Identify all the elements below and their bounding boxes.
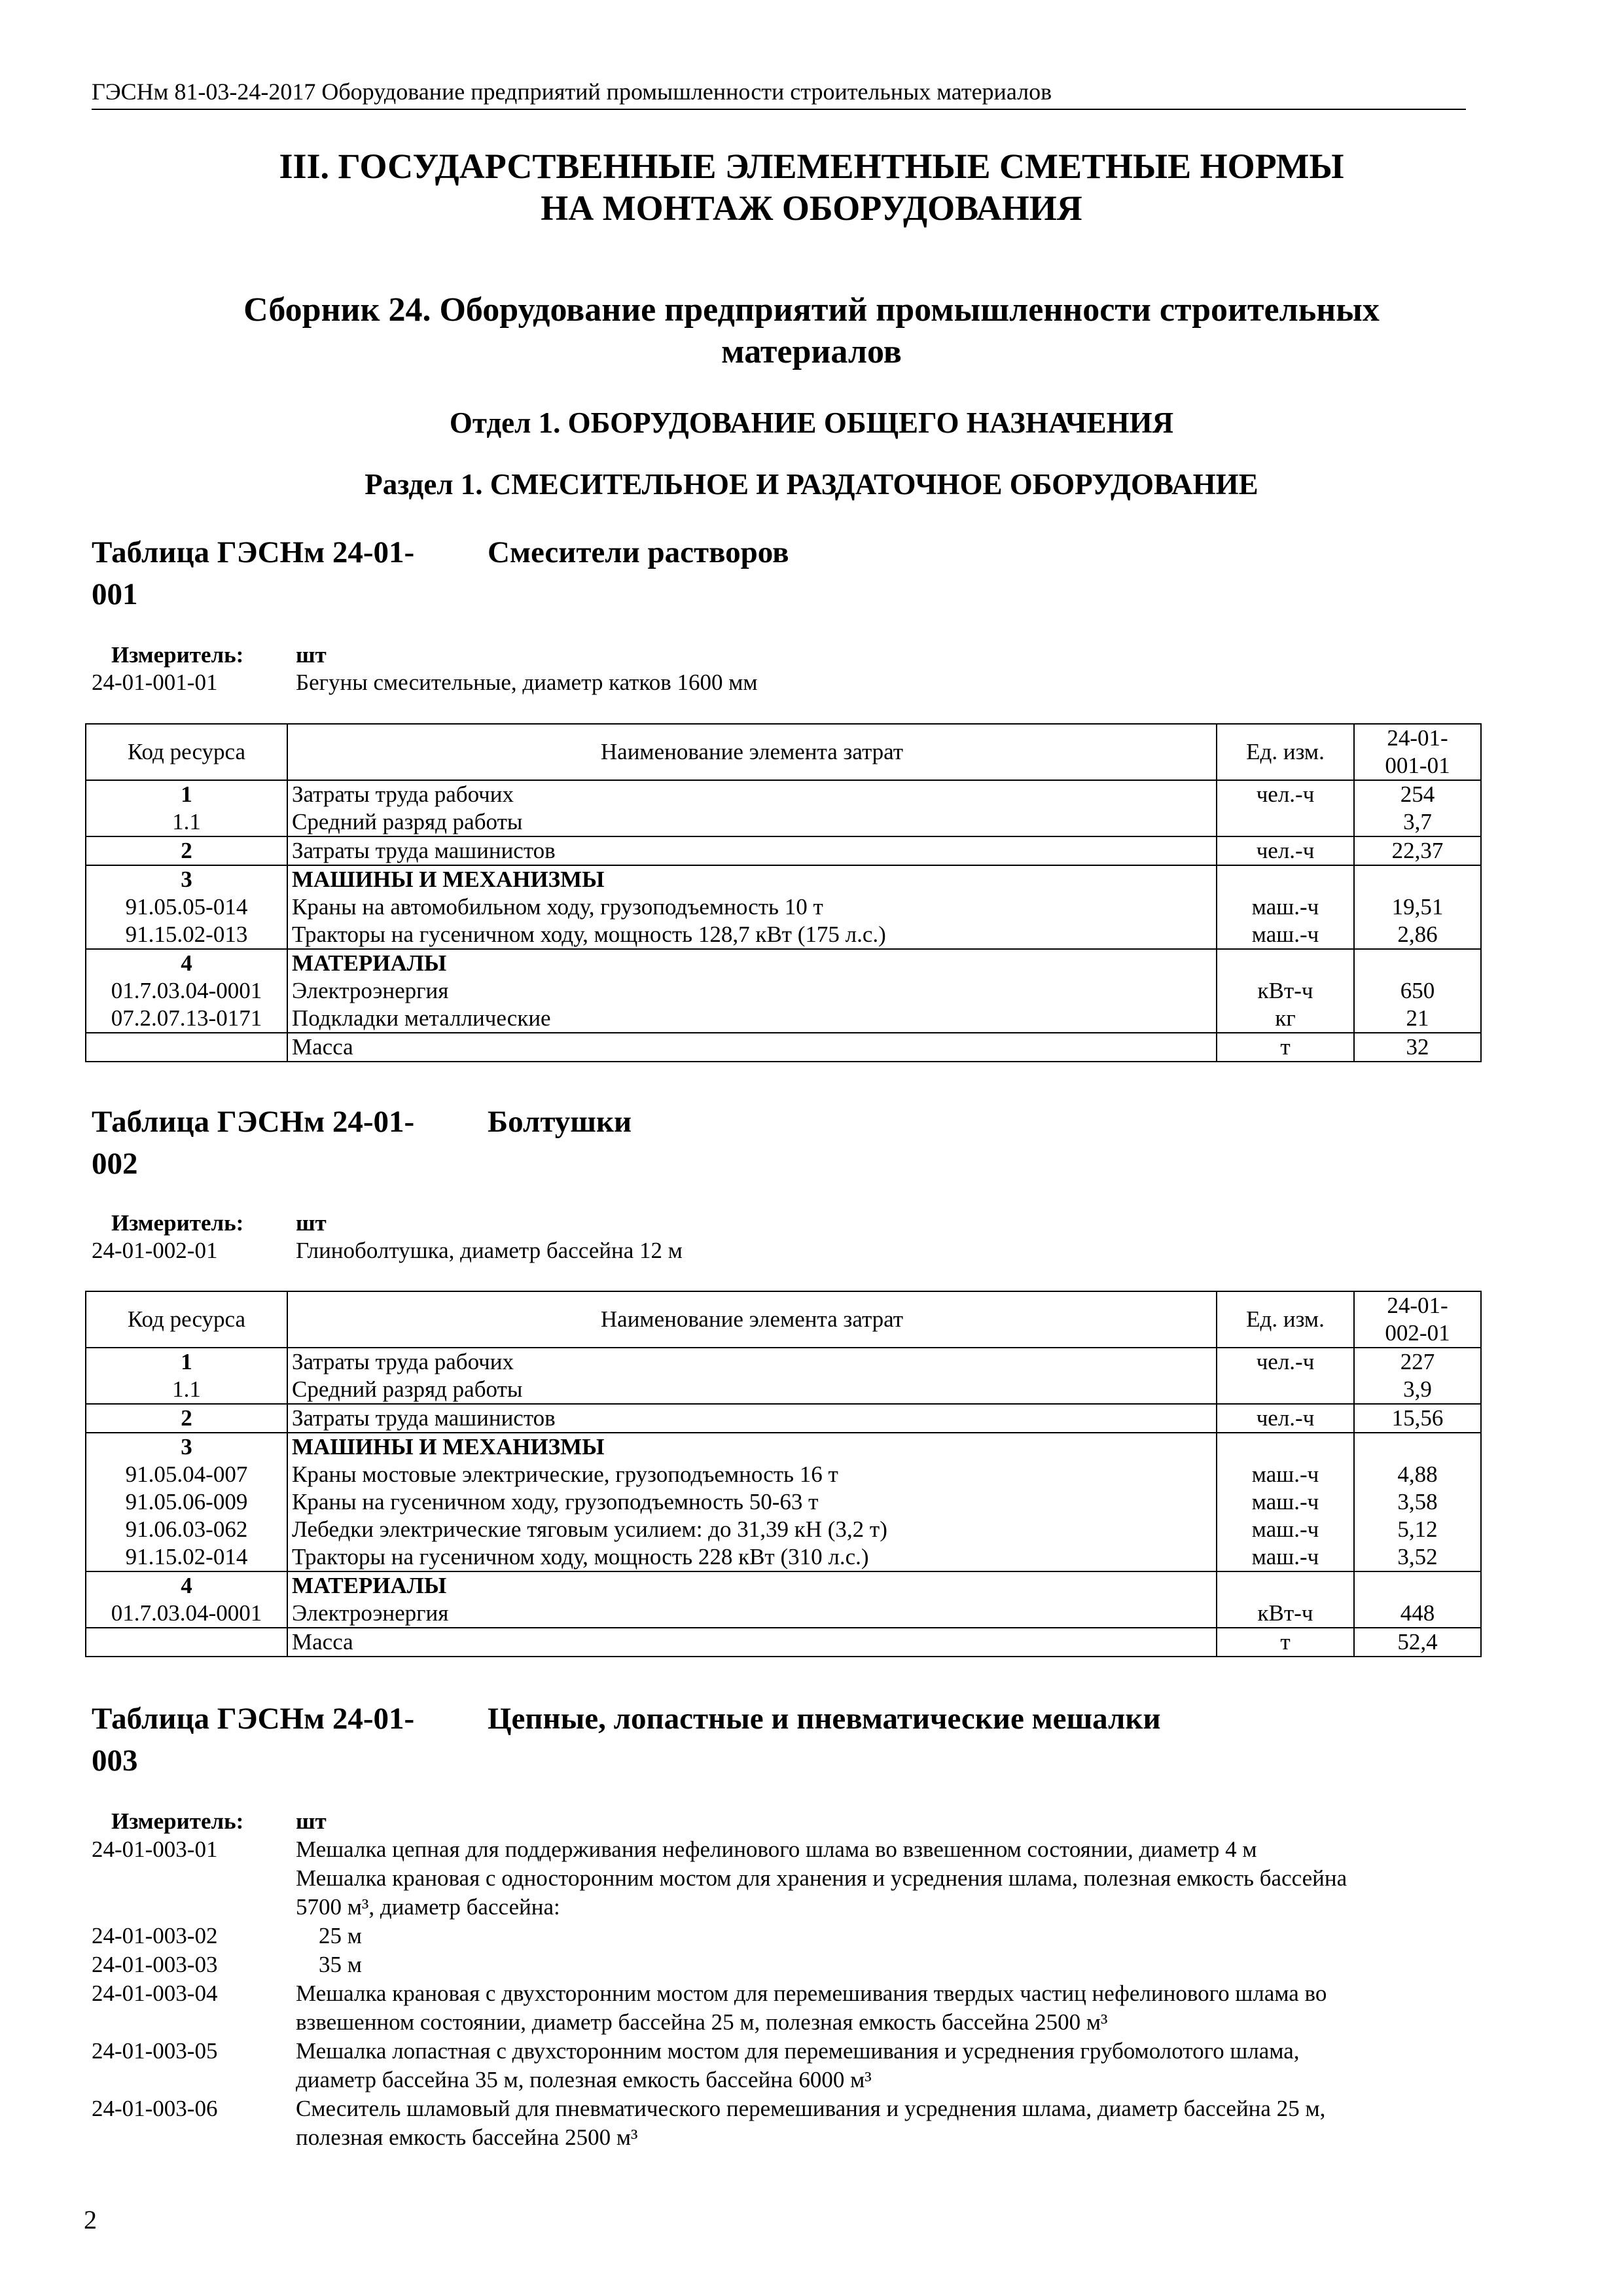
- resource-unit: чел.-ч: [1217, 1348, 1354, 1376]
- list-item: [92, 1950, 1486, 1979]
- resource-unit: маш.-ч: [1217, 893, 1354, 921]
- collection-title: [0, 289, 1623, 373]
- resource-value: 227: [1354, 1348, 1481, 1376]
- value-header-line: 002-01: [1385, 1320, 1450, 1346]
- resource-value: 52,4: [1354, 1628, 1481, 1657]
- table-row: [86, 977, 1481, 1005]
- list-item: [92, 2008, 1486, 2037]
- resource-value: 3,7: [1354, 808, 1481, 836]
- resource-value: 3,58: [1354, 1488, 1481, 1516]
- resource-unit: кВт-ч: [1217, 977, 1354, 1005]
- table-prefix: Таблица ГЭСНм 24-01-: [92, 1702, 415, 1736]
- unit-header: Ед. изм.: [1217, 1291, 1354, 1348]
- resource-code: 1.1: [86, 1376, 287, 1404]
- resource-unit: маш.-ч: [1217, 1488, 1354, 1516]
- resource-value: 5,12: [1354, 1516, 1481, 1543]
- part-title: Раздел 1. СМЕСИТЕЛЬНОЕ И РАЗДАТОЧНОЕ ОБОРУДОВАНИЕ: [365, 468, 1258, 501]
- item-code: [92, 2123, 296, 2152]
- resource-name: МАШИНЫ И МЕХАНИЗМЫ: [287, 865, 1217, 893]
- resource-code: 3: [86, 1433, 287, 1461]
- resource-unit: [1217, 1571, 1354, 1600]
- item-text: диаметр бассейна 35 м, полезная емкость бассейна 6000 м³: [296, 2067, 872, 2092]
- item-code: [92, 1893, 296, 1922]
- resource-name: Затраты труда рабочих: [287, 780, 1217, 808]
- table-row: [86, 1600, 1481, 1628]
- item-code: 24-01-003-05: [92, 2038, 218, 2064]
- item-text: Мешалка крановая с двухсторонним мостом для перемешивания твердых частиц нефелинового шлама во: [296, 1981, 1327, 2006]
- resource-code: 2: [86, 1404, 287, 1433]
- item-text: Мешалка цепная для поддерживания нефелинового шлама во взвешенном состоянии, диаметр 4 м: [296, 1837, 1257, 1862]
- resource-value: 15,56: [1354, 1404, 1481, 1433]
- resource-name: Лебедки электрические тяговым усилием: до 31,39 кН (3,2 т): [287, 1516, 1217, 1543]
- list-item: [92, 2123, 1486, 2152]
- resource-value: 19,51: [1354, 893, 1481, 921]
- running-header: [92, 77, 1466, 110]
- resource-code: 91.06.03-062: [86, 1516, 287, 1543]
- resource-unit: [1217, 1433, 1354, 1461]
- value-header: [1354, 724, 1481, 780]
- table-row: [86, 1543, 1481, 1571]
- table-row: [86, 1571, 1481, 1600]
- unit-header: Ед. изм.: [1217, 724, 1354, 780]
- list-item: [92, 1922, 1486, 1950]
- resource-name: МАТЕРИАЛЫ: [287, 949, 1217, 977]
- resource-value: 32: [1354, 1033, 1481, 1062]
- item-code: 24-01-003-03: [92, 1952, 218, 1977]
- resource-code: 4: [86, 949, 287, 977]
- list-item: [92, 1864, 1486, 1893]
- resource-value: 650: [1354, 977, 1481, 1005]
- item-text: 25 м: [296, 1923, 362, 1948]
- value-header-line: 001-01: [1385, 753, 1450, 778]
- table-title: Цепные, лопастные и пневматические мешалки: [488, 1702, 1161, 1736]
- resource-unit: чел.-ч: [1217, 836, 1354, 865]
- item-code: 24-01-003-06: [92, 2096, 218, 2121]
- table-row: [86, 780, 1481, 808]
- resource-name: Затраты труда машинистов: [287, 836, 1217, 865]
- resource-name: Затраты труда рабочих: [287, 1348, 1217, 1376]
- resource-unit: чел.-ч: [1217, 780, 1354, 808]
- collection-title-line-1: Сборник 24. Оборудование предприятий промышленности строительных: [243, 291, 1380, 329]
- table-row: [86, 921, 1481, 949]
- code-header: Код ресурса: [86, 724, 287, 780]
- item-code: 24-01-003-04: [92, 1981, 218, 2006]
- resource-code: 91.05.06-009: [86, 1488, 287, 1516]
- resource-name: Краны на гусеничном ходу, грузоподъемность 50-63 т: [287, 1488, 1217, 1516]
- item-text: Мешалка лопастная с двухсторонним мостом для перемешивания и усреднения грубомолотого шлама,: [296, 2038, 1300, 2064]
- resource-name: Тракторы на гусеничном ходу, мощность 128,7 кВт (175 л.с.): [287, 921, 1217, 949]
- resource-name: МАТЕРИАЛЫ: [287, 1571, 1217, 1600]
- resource-unit: кг: [1217, 1005, 1354, 1033]
- item-text: Глиноболтушка, диаметр бассейна 12 м: [296, 1238, 683, 1263]
- item-code: [92, 1864, 296, 1893]
- measure-unit: шт: [296, 1808, 327, 1834]
- item-text: Смеситель шламовый для пневматического перемешивания и усреднения шлама, диаметр бассейна 25 м,: [296, 2096, 1326, 2121]
- resource-code: 1: [86, 780, 287, 808]
- value-header-line: 24-01-: [1387, 1293, 1448, 1318]
- table-row: [86, 836, 1481, 865]
- resource-code: 1: [86, 1348, 287, 1376]
- resource-value: [1354, 1571, 1481, 1600]
- resource-code: 91.15.02-013: [86, 921, 287, 949]
- resource-unit: кВт-ч: [1217, 1600, 1354, 1628]
- section-title: [0, 145, 1623, 229]
- resource-unit: маш.-ч: [1217, 921, 1354, 949]
- table-row: [86, 1488, 1481, 1516]
- resource-code: 2: [86, 836, 287, 865]
- item-list: [92, 1835, 1486, 2152]
- resource-code: 01.7.03.04-0001: [86, 977, 287, 1005]
- resource-value: 21: [1354, 1005, 1481, 1033]
- table-header-row: [86, 724, 1481, 780]
- list-item: [92, 1835, 1486, 1864]
- table-title: Болтушки: [488, 1105, 632, 1139]
- resource-unit: т: [1217, 1628, 1354, 1657]
- resource-name: Подкладки металлические: [287, 1005, 1217, 1033]
- measure-unit: шт: [296, 642, 327, 668]
- value-header-line: 24-01-: [1387, 725, 1448, 751]
- resource-unit: маш.-ч: [1217, 1516, 1354, 1543]
- code-header: Код ресурса: [86, 1291, 287, 1348]
- resource-name: Средний разряд работы: [287, 1376, 1217, 1404]
- table-row: [86, 1348, 1481, 1376]
- table-row: [86, 1433, 1481, 1461]
- table-title: Смесители растворов: [488, 535, 789, 569]
- resource-value: 254: [1354, 780, 1481, 808]
- resource-name: Масса: [287, 1033, 1217, 1062]
- value-header: [1354, 1291, 1481, 1348]
- item-code: 24-01-001-01: [92, 670, 218, 695]
- item-text: Бегуны смесительные, диаметр катков 1600 мм: [296, 670, 758, 695]
- running-header-text: ГЭСНм 81-03-24-2017 Оборудование предприятий промышленности строительных материалов: [92, 79, 1052, 105]
- resource-name: Средний разряд работы: [287, 808, 1217, 836]
- resource-unit: маш.-ч: [1217, 1543, 1354, 1571]
- table-row: [86, 949, 1481, 977]
- table-row: [86, 1033, 1481, 1062]
- collection-title-line-2: материалов: [721, 333, 902, 370]
- list-item: [92, 1979, 1486, 2008]
- measure-unit: шт: [296, 1210, 327, 1236]
- resource-value: 3,52: [1354, 1543, 1481, 1571]
- resource-name: Краны на автомобильном ходу, грузоподъемность 10 т: [287, 893, 1217, 921]
- item-text: взвешенном состоянии, диаметр бассейна 25 м, полезная емкость бассейна 2500 м³: [296, 2009, 1108, 2035]
- resource-code: 07.2.07.13-0171: [86, 1005, 287, 1033]
- table-number: 002: [92, 1147, 138, 1181]
- list-item: [92, 2066, 1486, 2094]
- resource-name: Электроэнергия: [287, 1600, 1217, 1628]
- table-row: [86, 1005, 1481, 1033]
- table-prefix: Таблица ГЭСНм 24-01-: [92, 535, 415, 569]
- resource-code: [86, 1628, 287, 1657]
- department-title: Отдел 1. ОБОРУДОВАНИЕ ОБЩЕГО НАЗНАЧЕНИЯ: [449, 406, 1174, 439]
- resource-value: 4,88: [1354, 1461, 1481, 1488]
- resource-name: Затраты труда машинистов: [287, 1404, 1217, 1433]
- resource-code: 91.05.05-014: [86, 893, 287, 921]
- resource-name: Электроэнергия: [287, 977, 1217, 1005]
- item-code: [92, 2008, 296, 2037]
- table-row: [86, 808, 1481, 836]
- table-header-row: [86, 1291, 1481, 1348]
- page-number: 2: [84, 2205, 97, 2234]
- resource-unit: маш.-ч: [1217, 1461, 1354, 1488]
- resource-name: МАШИНЫ И МЕХАНИЗМЫ: [287, 1433, 1217, 1461]
- resource-value: 22,37: [1354, 836, 1481, 865]
- table-row: [86, 1404, 1481, 1433]
- resource-unit: [1217, 865, 1354, 893]
- name-header: Наименование элемента затрат: [287, 1291, 1217, 1348]
- list-item: [92, 1893, 1486, 1922]
- resource-value: [1354, 865, 1481, 893]
- item-text: Мешалка крановая с односторонним мостом для хранения и усреднения шлама, полезная емкость бассейна: [296, 1865, 1347, 1891]
- resource-code: 01.7.03.04-0001: [86, 1600, 287, 1628]
- resource-name: Масса: [287, 1628, 1217, 1657]
- resource-name: Краны мостовые электрические, грузоподъемность 16 т: [287, 1461, 1217, 1488]
- item-text: 35 м: [296, 1952, 362, 1977]
- item-code: 24-01-003-02: [92, 1923, 218, 1948]
- resource-code: 91.05.04-007: [86, 1461, 287, 1488]
- table-row: [86, 865, 1481, 893]
- resource-name: Тракторы на гусеничном ходу, мощность 228 кВт (310 л.с.): [287, 1543, 1217, 1571]
- measure-label: Измеритель:: [111, 1210, 244, 1236]
- table-number: 003: [92, 1744, 138, 1778]
- name-header: Наименование элемента затрат: [287, 724, 1217, 780]
- item-code: [92, 2066, 296, 2094]
- table-row: [86, 1628, 1481, 1657]
- resource-code: 1.1: [86, 808, 287, 836]
- table-row: [86, 1376, 1481, 1404]
- resource-unit: [1217, 949, 1354, 977]
- resource-unit: чел.-ч: [1217, 1404, 1354, 1433]
- table-row: [86, 1461, 1481, 1488]
- resource-code: [86, 1033, 287, 1062]
- resource-unit: т: [1217, 1033, 1354, 1062]
- list-item: [92, 2037, 1486, 2066]
- table-number: 001: [92, 577, 138, 611]
- item-code: 24-01-002-01: [92, 1238, 218, 1263]
- resource-value: [1354, 1433, 1481, 1461]
- resource-value: 2,86: [1354, 921, 1481, 949]
- resource-value: 3,9: [1354, 1376, 1481, 1404]
- measure-label: Измеритель:: [111, 642, 244, 668]
- resource-value: [1354, 949, 1481, 977]
- list-item: [92, 2094, 1486, 2123]
- resource-table: [85, 723, 1482, 1062]
- section-title-line-2: НА МОНТАЖ ОБОРУДОВАНИЯ: [541, 188, 1082, 228]
- item-text: 5700 м³, диаметр бассейна:: [296, 1894, 560, 1920]
- item-text: полезная емкость бассейна 2500 м³: [296, 2125, 638, 2150]
- resource-code: 3: [86, 865, 287, 893]
- table-row: [86, 893, 1481, 921]
- resource-table: [85, 1291, 1482, 1657]
- resource-value: 448: [1354, 1600, 1481, 1628]
- section-title-line-1: III. ГОСУДАРСТВЕННЫЕ ЭЛЕМЕНТНЫЕ СМЕТНЫЕ НОРМЫ: [279, 147, 1344, 186]
- measure-label: Измеритель:: [111, 1808, 244, 1834]
- item-code: 24-01-003-01: [92, 1837, 218, 1862]
- resource-unit: [1217, 808, 1354, 836]
- resource-unit: [1217, 1376, 1354, 1404]
- table-row: [86, 1516, 1481, 1543]
- resource-code: 91.15.02-014: [86, 1543, 287, 1571]
- resource-code: 4: [86, 1571, 287, 1600]
- table-prefix: Таблица ГЭСНм 24-01-: [92, 1105, 415, 1139]
